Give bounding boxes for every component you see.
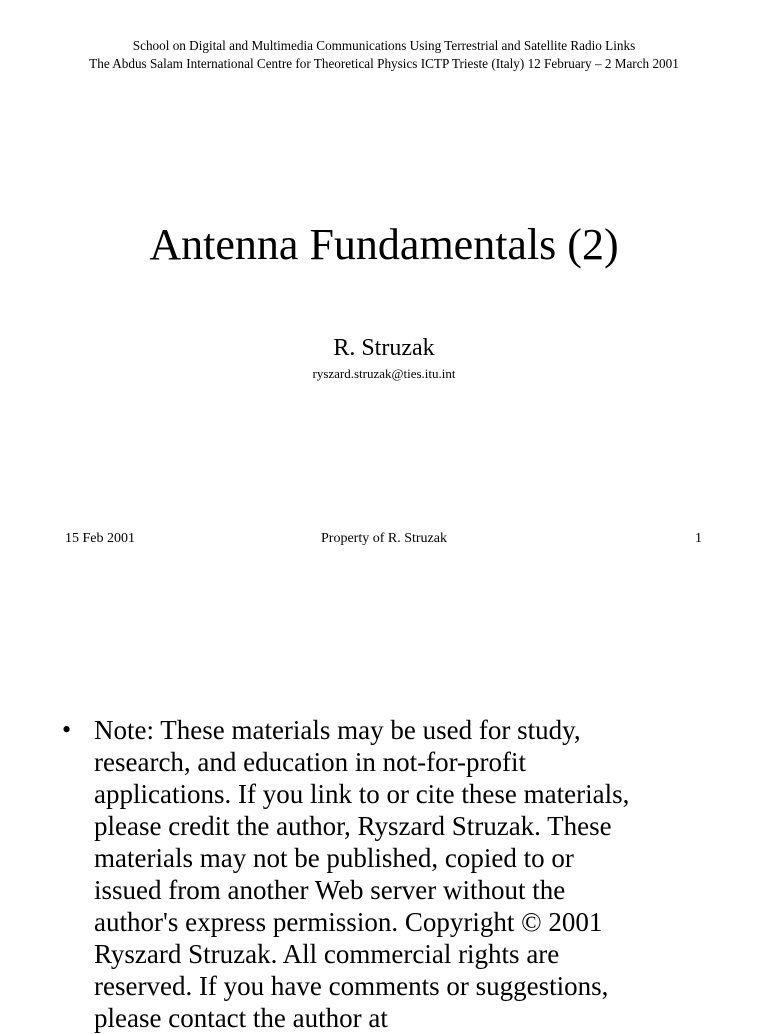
note-line: applications. If you link to or cite these materials, (94, 779, 630, 809)
note-line: Ryszard Struzak. All commercial rights are (94, 939, 560, 969)
note-line: Note: These materials may be used for study, (94, 715, 581, 745)
slide-title: Antenna Fundamentals (2) (149, 220, 619, 269)
header-school-line: School on Digital and Multimedia Communications Using Terrestrial and Satellite Radio Links (132, 38, 636, 53)
note-text (94, 714, 629, 1034)
author-name: R. Struzak (333, 335, 435, 361)
note-line: materials may not be published, copied to or (94, 843, 574, 873)
note-line: author's express permission. Copyright © 2001 (94, 907, 603, 937)
note-line: reserved. If you have comments or suggestions, (94, 971, 609, 1001)
bullet-icon: • (62, 715, 72, 744)
note-line: please contact the author at (94, 1003, 388, 1033)
footer-property: Property of R. Struzak (321, 531, 447, 546)
note-line: research, and education in not-for-profit (94, 747, 527, 777)
note-line: please credit the author, Ryszard Struzak. These (94, 811, 612, 841)
note-line: issued from another Web server without the (94, 875, 566, 905)
footer-page-number: 1 (695, 531, 702, 546)
header-institution-line: The Abdus Salam International Centre for Theoretical Physics ICTP Trieste (Italy) 12 February – 2 March 2001 (89, 56, 679, 71)
footer-date: 15 Feb 2001 (65, 531, 135, 546)
document-header (0, 37, 768, 73)
author-email: ryszard.struzak@ties.itu.int (312, 366, 456, 381)
